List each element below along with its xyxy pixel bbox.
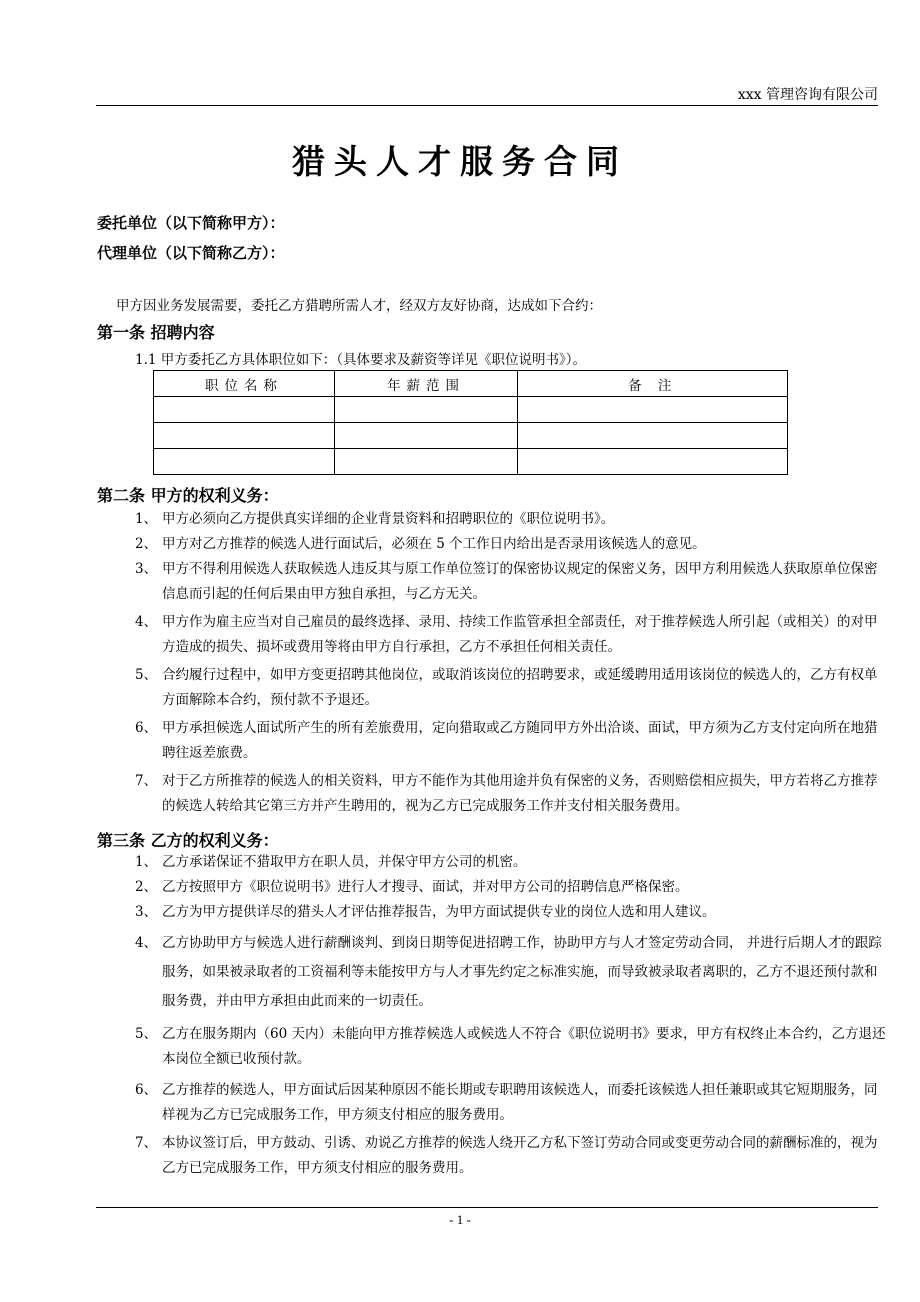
item-number: 2、 — [135, 536, 158, 552]
header-remarks: 备 注 — [518, 371, 788, 397]
table-cell — [154, 397, 335, 423]
item-text: 甲方必须向乙方提供真实详细的企业背景资料和招聘职位的《职位说明书》。 — [162, 511, 615, 527]
list-item — [97, 507, 887, 532]
table-header-row — [154, 371, 788, 397]
list-item — [97, 610, 887, 660]
table-cell — [518, 423, 788, 449]
item-text: 本协议签订后，甲方鼓动、引诱、劝说乙方推荐的候选人绕开乙方私下签订劳动合同或变更劳动合同的薪酬标准的，视为乙方已完成服务工作，甲方须支付相应的服务费用。 — [162, 1135, 878, 1176]
list-item — [97, 875, 887, 900]
document-title: 猎头人才服务合同 — [292, 142, 628, 181]
item-text: 乙方承诺保证不猎取甲方在职人员，并保守甲方公司的机密。 — [162, 854, 527, 870]
item-number: 7、 — [135, 773, 158, 789]
list-item — [97, 1131, 887, 1181]
item-text: 乙方按照甲方《职位说明书》进行人才搜寻、面试，并对甲方公司的招聘信息严格保密。 — [162, 879, 689, 895]
section-3-list — [97, 850, 887, 1181]
item-number: 1、 — [135, 511, 158, 527]
header-salary-range: 年薪范围 — [334, 371, 518, 397]
list-item — [97, 557, 887, 607]
item-text: 甲方承担候选人面试所产生的所有差旅费用，定向猎取或乙方随同甲方外出洽谈、面试，甲方须为乙方支付定向所在地猎聘往返差旅费。 — [162, 720, 878, 761]
item-text: 对于乙方所推荐的候选人的相关资料，甲方不能作为其他用途并负有保密的义务，否则赔偿相应损失，甲方若将乙方推荐的候选人转给其它第三方并产生聘用的，视为乙方已完成服务工作并支付相关服务费用。 — [162, 773, 878, 814]
item-text: 乙方在服务期内（60 天内）未能向甲方推荐候选人或候选人不符合《职位说明书》要求，甲方有权终止本合约，乙方退还本岗位全额已收预付款。 — [162, 1026, 886, 1067]
section-2-list — [97, 507, 887, 819]
list-item — [97, 716, 887, 766]
header-position-name: 职位名称 — [154, 371, 335, 397]
item-text: 甲方对乙方推荐的候选人进行面试后，必须在 5 个工作日内给出是否录用该候选人的意见。 — [162, 536, 706, 552]
table-cell — [154, 423, 335, 449]
table-cell — [154, 449, 335, 475]
section-2-heading: 第二条 甲方的权利义务： — [97, 486, 279, 505]
header-company-name: xxx 管理咨询有限公司 — [737, 87, 878, 103]
clause-1-1: 1.1 甲方委托乙方具体职位如下：（具体要求及薪资等详见《职位说明书》）。 — [135, 352, 587, 368]
item-number: 2、 — [135, 879, 158, 895]
item-text: 合约履行过程中，如甲方变更招聘其他岗位，或取消该岗位的招聘要求，或延缓聘用适用该岗位的候选人的，乙方有权单方面解除本合约，预付款不予退还。 — [162, 667, 878, 708]
list-item — [97, 900, 887, 925]
item-number: 7、 — [135, 1135, 158, 1151]
item-number: 3、 — [135, 561, 158, 577]
table-row — [154, 423, 788, 449]
item-number: 3、 — [135, 904, 158, 920]
table-cell — [334, 397, 518, 423]
footer-rule — [96, 1207, 878, 1208]
list-item — [97, 850, 887, 875]
table-cell — [334, 449, 518, 475]
client-party-label: 委托单位（以下简称甲方）： — [97, 214, 285, 232]
table-row — [154, 449, 788, 475]
section-1-heading: 第一条 招聘内容 — [97, 323, 215, 342]
intro-paragraph: 甲方因业务发展需要，委托乙方猎聘所需人才，经双方友好协商，达成如下合约： — [116, 298, 602, 314]
table-cell — [518, 397, 788, 423]
item-number: 5、 — [135, 1026, 158, 1042]
list-item — [97, 1078, 887, 1128]
item-text: 乙方协助甲方与候选人进行薪酬谈判、到岗日期等促进招聘工作，协助甲方与人才签定劳动合同， 并进行后期人才的跟踪服务，如果被录取者的工资福利等未能按甲方与人才事先约定之标准实施，而导致被录取者离职的，乙方不退还预付款和服务费，并由甲方承担由此而来的一切责任。 — [162, 935, 882, 1009]
page-number: - 1 - — [449, 1212, 471, 1227]
list-item — [97, 1022, 887, 1072]
item-text: 乙方推荐的候选人，甲方面试后因某种原因不能长期或专职聘用该候选人，而委托该候选人担任兼职或其它短期服务，同样视为乙方已完成服务工作，甲方须支付相应的服务费用。 — [162, 1082, 878, 1123]
item-text: 甲方不得利用候选人获取候选人违反其与原工作单位签订的保密协议规定的保密义务，因甲方利用候选人获取原单位保密信息而引起的任何后果由甲方独自承担，与乙方无关。 — [162, 561, 878, 602]
list-item — [97, 769, 887, 819]
item-number: 1、 — [135, 854, 158, 870]
table-cell — [334, 423, 518, 449]
list-item — [97, 663, 887, 713]
item-number: 6、 — [135, 1082, 158, 1098]
agent-party-label: 代理单位（以下简称乙方）： — [97, 244, 285, 262]
table-row — [154, 397, 788, 423]
section-3-heading: 第三条 乙方的权利义务： — [97, 831, 279, 850]
item-number: 5、 — [135, 667, 158, 683]
header-rule — [96, 105, 878, 106]
item-text: 乙方为甲方提供详尽的猎头人才评估推荐报告，为甲方面试提供专业的岗位人选和用人建议。 — [162, 904, 716, 920]
item-number: 4、 — [135, 935, 158, 951]
list-item — [97, 929, 887, 1016]
list-item — [97, 532, 887, 557]
positions-table — [153, 370, 788, 475]
item-text: 甲方作为雇主应当对自己雇员的最终选择、录用、持续工作监管承担全部责任，对于推荐候选人所引起（或相关）的对甲方造成的损失、损坏或费用等将由甲方自行承担，乙方不承担任何相关责任。 — [162, 614, 878, 655]
item-number: 4、 — [135, 614, 158, 630]
table-cell — [518, 449, 788, 475]
item-number: 6、 — [135, 720, 158, 736]
